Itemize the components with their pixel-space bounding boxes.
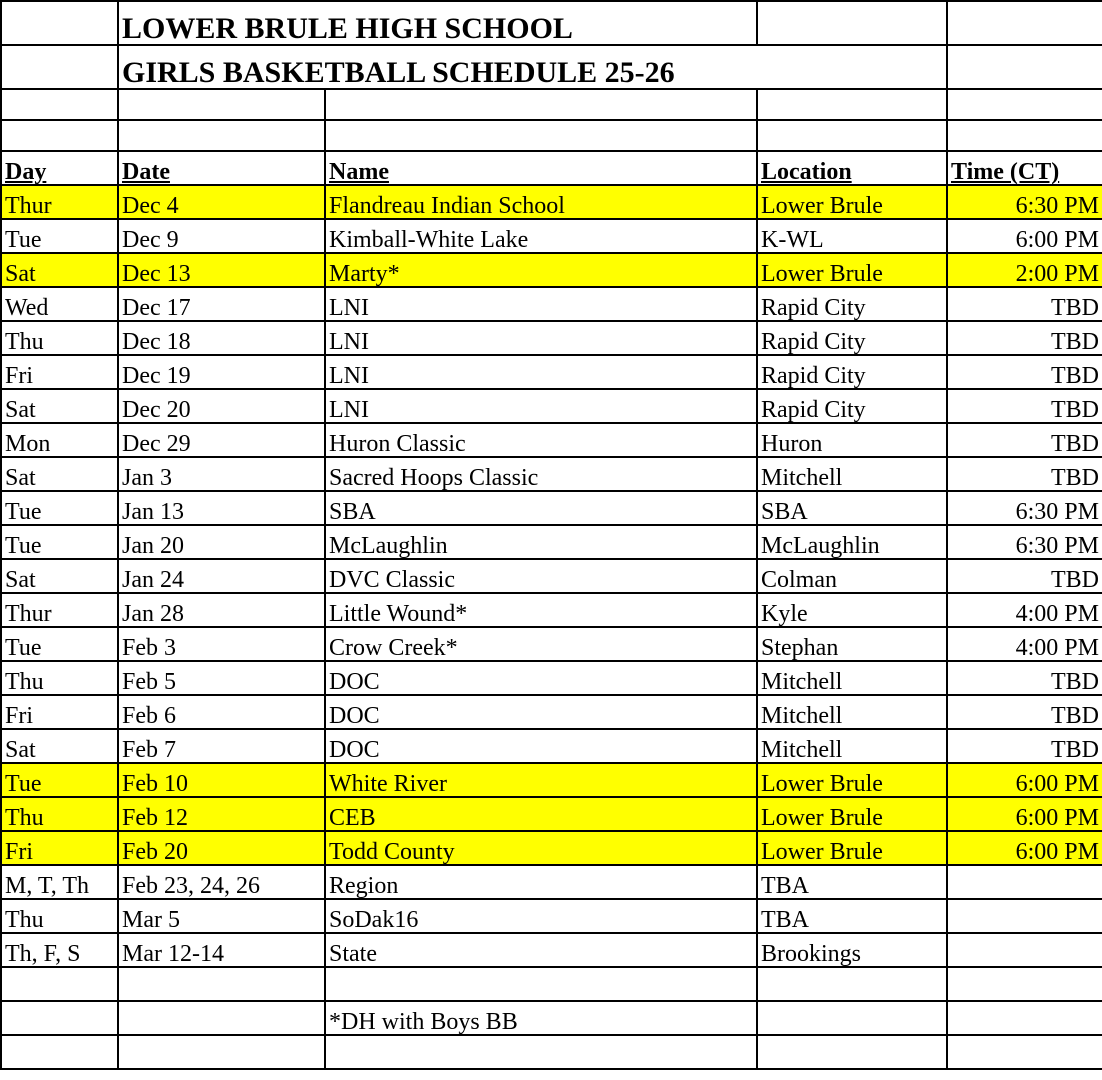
cell-day: Fri: [1, 355, 118, 389]
cell-name: SoDak16: [325, 899, 757, 933]
cell-location: Lower Brule: [757, 253, 947, 287]
cell-day: Tue: [1, 219, 118, 253]
header-name: Name: [325, 151, 757, 185]
cell-date: Jan 28: [118, 593, 325, 627]
title-row-1: [1, 1, 1102, 45]
cell-empty: [947, 120, 1102, 151]
school-title: LOWER BRULE HIGH SCHOOL: [118, 1, 757, 45]
cell-date: Dec 9: [118, 219, 325, 253]
cell-name: DOC: [325, 695, 757, 729]
cell-time: 4:00 PM: [947, 627, 1102, 661]
table-row: [1, 389, 1102, 423]
cell-location: K-WL: [757, 219, 947, 253]
cell-day: Thur: [1, 185, 118, 219]
cell-time: 6:00 PM: [947, 797, 1102, 831]
cell-empty: [118, 89, 325, 120]
header-date: Date: [118, 151, 325, 185]
header-row: [1, 151, 1102, 185]
cell-location: Huron: [757, 423, 947, 457]
table-row: [1, 729, 1102, 763]
cell-location: Lower Brule: [757, 763, 947, 797]
cell-empty: [757, 120, 947, 151]
cell-location: Mitchell: [757, 661, 947, 695]
table-row: [1, 865, 1102, 899]
cell-day: Mon: [1, 423, 118, 457]
cell-location: Rapid City: [757, 389, 947, 423]
cell-name: Todd County: [325, 831, 757, 865]
cell-date: Dec 18: [118, 321, 325, 355]
table-row: [1, 253, 1102, 287]
cell-name: Little Wound*: [325, 593, 757, 627]
cell-day: Sat: [1, 729, 118, 763]
cell-empty: [118, 1001, 325, 1035]
title-row-2: [1, 45, 1102, 89]
cell-time: [947, 865, 1102, 899]
cell-empty: [1, 1035, 118, 1069]
cell-name: Huron Classic: [325, 423, 757, 457]
cell-empty: [757, 89, 947, 120]
cell-date: Jan 20: [118, 525, 325, 559]
cell-day: Thu: [1, 899, 118, 933]
cell-day: Fri: [1, 695, 118, 729]
table-row: [1, 219, 1102, 253]
cell-day: Tue: [1, 763, 118, 797]
cell-name: SBA: [325, 491, 757, 525]
cell-time: 6:00 PM: [947, 219, 1102, 253]
cell-day: M, T, Th: [1, 865, 118, 899]
cell-location: TBA: [757, 899, 947, 933]
cell-name: DVC Classic: [325, 559, 757, 593]
cell-empty: [1, 1, 118, 45]
header-day: Day: [1, 151, 118, 185]
cell-date: Feb 23, 24, 26: [118, 865, 325, 899]
cell-time: TBD: [947, 389, 1102, 423]
cell-date: Feb 12: [118, 797, 325, 831]
cell-location: Brookings: [757, 933, 947, 967]
table-row: [1, 559, 1102, 593]
sheet-body: [1, 1, 1102, 1069]
table-row: [1, 661, 1102, 695]
cell-name: LNI: [325, 389, 757, 423]
cell-location: Rapid City: [757, 287, 947, 321]
cell-location: Stephan: [757, 627, 947, 661]
cell-time: 4:00 PM: [947, 593, 1102, 627]
schedule-title: GIRLS BASKETBALL SCHEDULE 25-26: [118, 45, 947, 89]
table-row: [1, 287, 1102, 321]
table-row: [1, 933, 1102, 967]
cell-name: Crow Creek*: [325, 627, 757, 661]
cell-empty: [757, 967, 947, 1001]
cell-date: Dec 13: [118, 253, 325, 287]
cell-empty: [947, 89, 1102, 120]
cell-time: TBD: [947, 321, 1102, 355]
cell-time: TBD: [947, 423, 1102, 457]
cell-empty: [1, 967, 118, 1001]
cell-day: Tue: [1, 627, 118, 661]
cell-location: Lower Brule: [757, 831, 947, 865]
cell-date: Feb 6: [118, 695, 325, 729]
table-row: [1, 355, 1102, 389]
cell-time: 6:00 PM: [947, 831, 1102, 865]
cell-empty: [757, 1, 947, 45]
table-row: [1, 899, 1102, 933]
cell-empty: [118, 120, 325, 151]
cell-name: LNI: [325, 321, 757, 355]
blank-row: [1, 89, 1102, 120]
cell-name: LNI: [325, 355, 757, 389]
table-row: [1, 627, 1102, 661]
table-row: [1, 831, 1102, 865]
cell-day: Th, F, S: [1, 933, 118, 967]
cell-date: Jan 3: [118, 457, 325, 491]
cell-name: DOC: [325, 661, 757, 695]
cell-time: 6:00 PM: [947, 763, 1102, 797]
cell-empty: [118, 967, 325, 1001]
cell-date: Mar 5: [118, 899, 325, 933]
cell-time: [947, 933, 1102, 967]
cell-time: [947, 899, 1102, 933]
cell-date: Jan 24: [118, 559, 325, 593]
cell-name: McLaughlin: [325, 525, 757, 559]
cell-empty: [947, 967, 1102, 1001]
cell-time: TBD: [947, 559, 1102, 593]
table-row: [1, 185, 1102, 219]
table-row: [1, 593, 1102, 627]
cell-empty: [947, 45, 1102, 89]
cell-empty: [1, 120, 118, 151]
table-row: [1, 763, 1102, 797]
cell-time: TBD: [947, 355, 1102, 389]
cell-empty: [1, 89, 118, 120]
cell-time: 2:00 PM: [947, 253, 1102, 287]
cell-empty: [325, 1035, 757, 1069]
cell-date: Dec 20: [118, 389, 325, 423]
cell-date: Dec 19: [118, 355, 325, 389]
table-row: [1, 695, 1102, 729]
cell-location: Mitchell: [757, 729, 947, 763]
cell-location: Lower Brule: [757, 797, 947, 831]
table-row: [1, 797, 1102, 831]
cell-time: TBD: [947, 287, 1102, 321]
cell-date: Feb 10: [118, 763, 325, 797]
cell-name: CEB: [325, 797, 757, 831]
cell-name: Marty*: [325, 253, 757, 287]
cell-day: Thu: [1, 797, 118, 831]
cell-name: LNI: [325, 287, 757, 321]
cell-day: Sat: [1, 389, 118, 423]
cell-day: Sat: [1, 253, 118, 287]
cell-empty: [1, 45, 118, 89]
cell-empty: [947, 1035, 1102, 1069]
cell-day: Wed: [1, 287, 118, 321]
cell-day: Thu: [1, 321, 118, 355]
cell-name: DOC: [325, 729, 757, 763]
cell-date: Dec 29: [118, 423, 325, 457]
cell-time: TBD: [947, 457, 1102, 491]
cell-date: Feb 7: [118, 729, 325, 763]
cell-day: Sat: [1, 559, 118, 593]
cell-time: TBD: [947, 695, 1102, 729]
cell-day: Tue: [1, 491, 118, 525]
cell-date: Mar 12-14: [118, 933, 325, 967]
header-time: Time (CT): [947, 151, 1102, 185]
cell-name: State: [325, 933, 757, 967]
table-row: [1, 321, 1102, 355]
cell-empty: [757, 1001, 947, 1035]
cell-empty: [1, 1001, 118, 1035]
table-row: [1, 525, 1102, 559]
cell-location: Rapid City: [757, 355, 947, 389]
cell-location: Colman: [757, 559, 947, 593]
cell-date: Dec 4: [118, 185, 325, 219]
table-row: [1, 457, 1102, 491]
cell-location: Kyle: [757, 593, 947, 627]
cell-name: Flandreau Indian School: [325, 185, 757, 219]
cell-time: 6:30 PM: [947, 185, 1102, 219]
blank-row: [1, 967, 1102, 1001]
cell-name: Kimball-White Lake: [325, 219, 757, 253]
cell-location: Mitchell: [757, 695, 947, 729]
cell-location: TBA: [757, 865, 947, 899]
cell-day: Sat: [1, 457, 118, 491]
cell-day: Thu: [1, 661, 118, 695]
cell-time: TBD: [947, 729, 1102, 763]
cell-empty: [325, 967, 757, 1001]
cell-date: Dec 17: [118, 287, 325, 321]
cell-day: Thur: [1, 593, 118, 627]
cell-day: Fri: [1, 831, 118, 865]
cell-location: SBA: [757, 491, 947, 525]
cell-time: 6:30 PM: [947, 491, 1102, 525]
footnote-row: [1, 1001, 1102, 1035]
cell-time: 6:30 PM: [947, 525, 1102, 559]
cell-date: Feb 3: [118, 627, 325, 661]
cell-empty: [757, 1035, 947, 1069]
cell-name: White River: [325, 763, 757, 797]
header-location: Location: [757, 151, 947, 185]
cell-empty: [947, 1001, 1102, 1035]
cell-time: TBD: [947, 661, 1102, 695]
cell-empty: [325, 120, 757, 151]
blank-row: [1, 1035, 1102, 1069]
table-row: [1, 491, 1102, 525]
cell-location: Lower Brule: [757, 185, 947, 219]
cell-empty: [325, 89, 757, 120]
cell-location: McLaughlin: [757, 525, 947, 559]
blank-row: [1, 120, 1102, 151]
footnote: *DH with Boys BB: [325, 1001, 757, 1035]
cell-empty: [947, 1, 1102, 45]
table-row: [1, 423, 1102, 457]
cell-date: Feb 5: [118, 661, 325, 695]
cell-date: Feb 20: [118, 831, 325, 865]
cell-location: Rapid City: [757, 321, 947, 355]
cell-name: Sacred Hoops Classic: [325, 457, 757, 491]
cell-day: Tue: [1, 525, 118, 559]
cell-name: Region: [325, 865, 757, 899]
cell-location: Mitchell: [757, 457, 947, 491]
cell-empty: [118, 1035, 325, 1069]
cell-date: Jan 13: [118, 491, 325, 525]
